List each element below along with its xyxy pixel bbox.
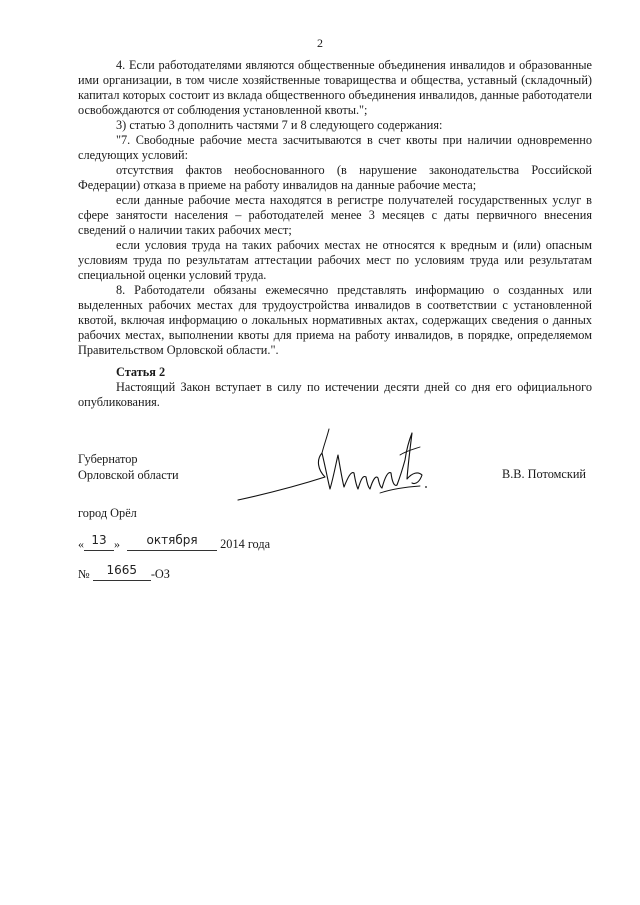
signatory-position-line: Орловской области [78, 468, 179, 482]
paragraph: отсутствия фактов необоснованного (в нарушение законодательства Российской Федерации) отказа в приеме на работу инвалидов на данные рабочие места; [78, 163, 592, 192]
paragraph: 8. Работодатели обязаны ежемесячно представлять информацию о созданных или выделенных рабочих местах для трудоустройства инвалидов в соответствии с установленной квотой, включая информацию о локальных нормативных актах, содержащих сведения о данных рабочих местах, выполнении квоты для приема на работу инвалидов, в порядке, определяемом Правительством Орловской области.". [78, 283, 592, 357]
date-quote-close: » [114, 537, 120, 551]
article-title: Статья 2 [116, 365, 166, 379]
date-year: 2014 года [220, 537, 271, 551]
signatory-position [78, 451, 179, 483]
paragraph: если данные рабочие места находятся в регистре получателей государственных услуг в сфере занятости населения – работодателей менее 3 месяцев с даты первичного внесения сведений о наличии таких рабочих мест; [78, 193, 592, 237]
paragraph: 4. Если работодателями являются общественные объединения инвалидов и образованные ими организации, в том числе хозяйственные товарищества и общества, уставный (складочный) капитал которых состоит из вклада общественного объединения инвалидов, данные работодатели освобождаются от соблюдения установленной квоты."; [78, 58, 592, 117]
number-value: 1665 [106, 563, 138, 577]
date-month-field [127, 533, 217, 551]
article-text: Настоящий Закон вступает в силу по истечении десяти дней со дня его официального опубликования. [78, 380, 592, 409]
law-number [78, 563, 170, 582]
city-line: город Орёл [78, 506, 137, 520]
number-suffix: -ОЗ [150, 567, 170, 581]
date-day-field [84, 533, 114, 551]
number-sign: № [78, 567, 90, 581]
signing-date [78, 533, 271, 552]
paragraph: "7. Свободные рабочие места засчитываются в счет квоты при наличии одновременно следующих условий: [78, 133, 592, 162]
law-text-body [78, 58, 592, 358]
date-month: октября [146, 533, 198, 547]
signatory-position-line: Губернатор [78, 452, 138, 466]
date-quote-open: « [78, 537, 84, 551]
number-field [93, 563, 151, 581]
page-number: 2 [317, 36, 323, 50]
paragraph: 3) статью 3 дополнить частями 7 и 8 следующего содержания: [116, 118, 443, 132]
paragraph: если условия труда на таких рабочих местах не относятся к вредным и (или) опасным условиям труда по результатам аттестации рабочих мест по условиям труда или результатам специальной оценки условий труда. [78, 238, 592, 282]
date-day: 13 [91, 533, 107, 547]
signatory-name: В.В. Потомский [502, 467, 586, 481]
handwritten-signature [230, 415, 440, 515]
